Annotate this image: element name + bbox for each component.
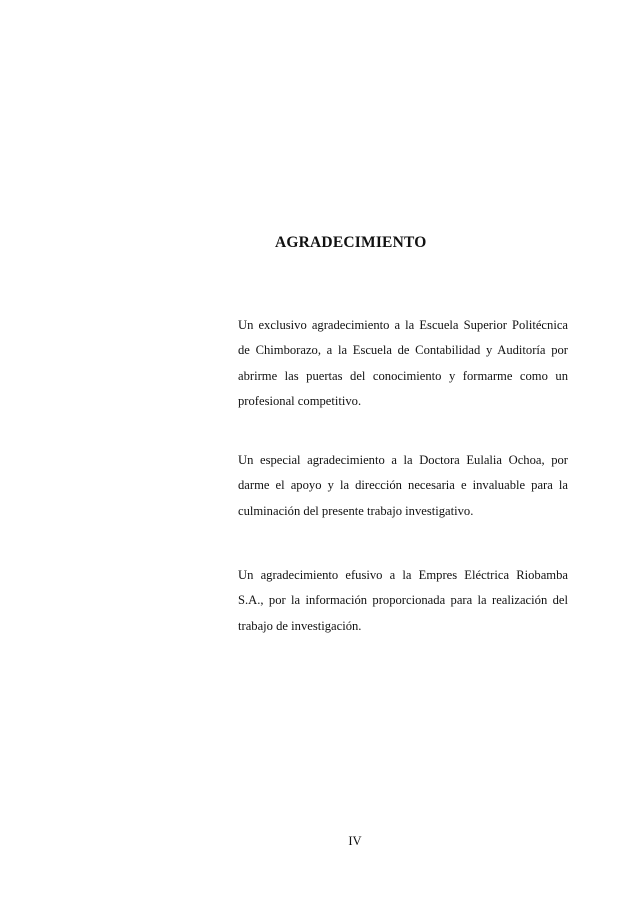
acknowledgement-paragraph-1: Un exclusivo agradecimiento a la Escuela Superior Politécnica de Chimborazo, a la Escuela de Contabilidad y Auditoría por abrirme las puertas del conocimiento y formarme como un profesional competitivo. [238,318,568,408]
page-number: IV [348,834,362,848]
acknowledgement-paragraph-3: Un agradecimiento efusivo a la Empres Eléctrica Riobamba S.A., por la información proporcionada para la realización del trabajo de investigación. [238,568,568,633]
page-title: AGRADECIMIENTO [275,234,427,251]
acknowledgement-paragraph-2: Un especial agradecimiento a la Doctora Eulalia Ochoa, por darme el apoyo y la dirección necesaria e invaluable para la culminación del presente trabajo investigativo. [238,453,568,518]
